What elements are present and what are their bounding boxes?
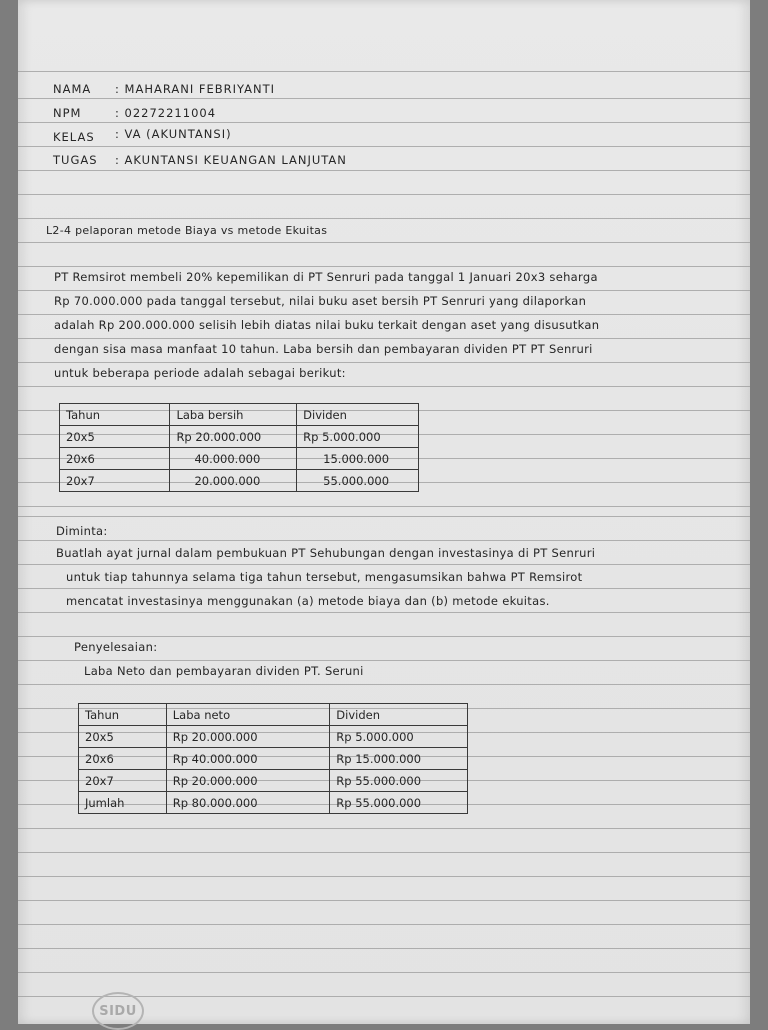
paragraph1-line: adalah Rp 200.000.000 selisih lebih diatas nilai buku terkait dengan aset yang disusutkan [54, 318, 600, 332]
sidu-logo [92, 992, 144, 1030]
table-cell: Jumlah [79, 792, 167, 814]
table-cell: 20.000.000 [170, 470, 297, 492]
nama-label: NAMA [53, 82, 92, 96]
table-row [79, 726, 468, 748]
table-cell: 20x6 [60, 448, 170, 470]
table-row [60, 448, 419, 470]
penyelesaian-label: Penyelesaian: [74, 640, 158, 654]
table-cell: Rp 55.000.000 [330, 792, 468, 814]
table-cell: 20x6 [79, 748, 167, 770]
table-cell: Rp 5.000.000 [330, 726, 468, 748]
kelas-value: : VA (AKUNTANSI) [115, 127, 232, 141]
table-cell: Rp 40.000.000 [166, 748, 330, 770]
table-header-cell: Dividen [297, 404, 419, 426]
table-header-cell: Laba bersih [170, 404, 297, 426]
table-cell: 20x7 [60, 470, 170, 492]
table-cell: 15.000.000 [297, 448, 419, 470]
paragraph2-line: untuk tiap tahunnya selama tiga tahun tersebut, mengasumsikan bahwa PT Remsirot [66, 570, 583, 584]
problem-title: L2-4 pelaporan metode Biaya vs metode Ekuitas [46, 224, 328, 237]
table-cell: Rp 55.000.000 [330, 770, 468, 792]
table-cell: 20x5 [79, 726, 167, 748]
table-cell: 40.000.000 [170, 448, 297, 470]
nama-value: : MAHARANI FEBRIYANTI [115, 82, 276, 96]
table-header-row [60, 404, 419, 426]
table-total-row [79, 792, 468, 814]
diminta-label: Diminta: [56, 524, 108, 538]
table-header-row [79, 704, 468, 726]
table-row [79, 770, 468, 792]
table-cell: Rp 15.000.000 [330, 748, 468, 770]
table-cell: 20x5 [60, 426, 170, 448]
logo-text: SIDU [99, 1003, 137, 1019]
table-laba-dividen-1 [59, 403, 419, 492]
paragraph1-line: untuk beberapa periode adalah sebagai berikut: [54, 366, 346, 380]
tugas-label: TUGAS [53, 153, 98, 167]
table-row [60, 426, 419, 448]
table-cell: Rp 20.000.000 [166, 726, 330, 748]
table-header-cell: Tahun [60, 404, 170, 426]
subtitle: Laba Neto dan pembayaran dividen PT. Seruni [84, 664, 364, 678]
tugas-value: : AKUNTANSI KEUANGAN LANJUTAN [115, 153, 347, 167]
paragraph1-line: dengan sisa masa manfaat 10 tahun. Laba bersih dan pembayaran dividen PT PT Senruri [54, 342, 593, 356]
table-laba-dividen-2 [78, 703, 468, 814]
table-header-cell: Laba neto [166, 704, 330, 726]
table-row [60, 470, 419, 492]
table-row [79, 748, 468, 770]
table-header-cell: Tahun [79, 704, 167, 726]
paragraph1-line: Rp 70.000.000 pada tanggal tersebut, nilai buku aset bersih PT Senruri yang dilaporkan [54, 294, 587, 308]
npm-value: : 02272211004 [115, 106, 217, 120]
table-cell: Rp 20.000.000 [166, 770, 330, 792]
table-header-cell: Dividen [330, 704, 468, 726]
paragraph1-line: PT Remsirot membeli 20% kepemilikan di PT Senruri pada tanggal 1 Januari 20x3 seharga [54, 270, 598, 284]
kelas-label: KELAS [53, 130, 95, 144]
npm-label: NPM [53, 106, 82, 120]
table-cell: Rp 80.000.000 [166, 792, 330, 814]
table-cell: Rp 5.000.000 [297, 426, 419, 448]
paragraph2-line: mencatat investasinya menggunakan (a) metode biaya dan (b) metode ekuitas. [66, 594, 550, 608]
table-cell: 20x7 [79, 770, 167, 792]
paragraph2-line: Buatlah ayat jurnal dalam pembukuan PT Sehubungan dengan investasinya di PT Senruri [56, 546, 596, 560]
table-cell: 55.000.000 [297, 470, 419, 492]
table-cell: Rp 20.000.000 [170, 426, 297, 448]
